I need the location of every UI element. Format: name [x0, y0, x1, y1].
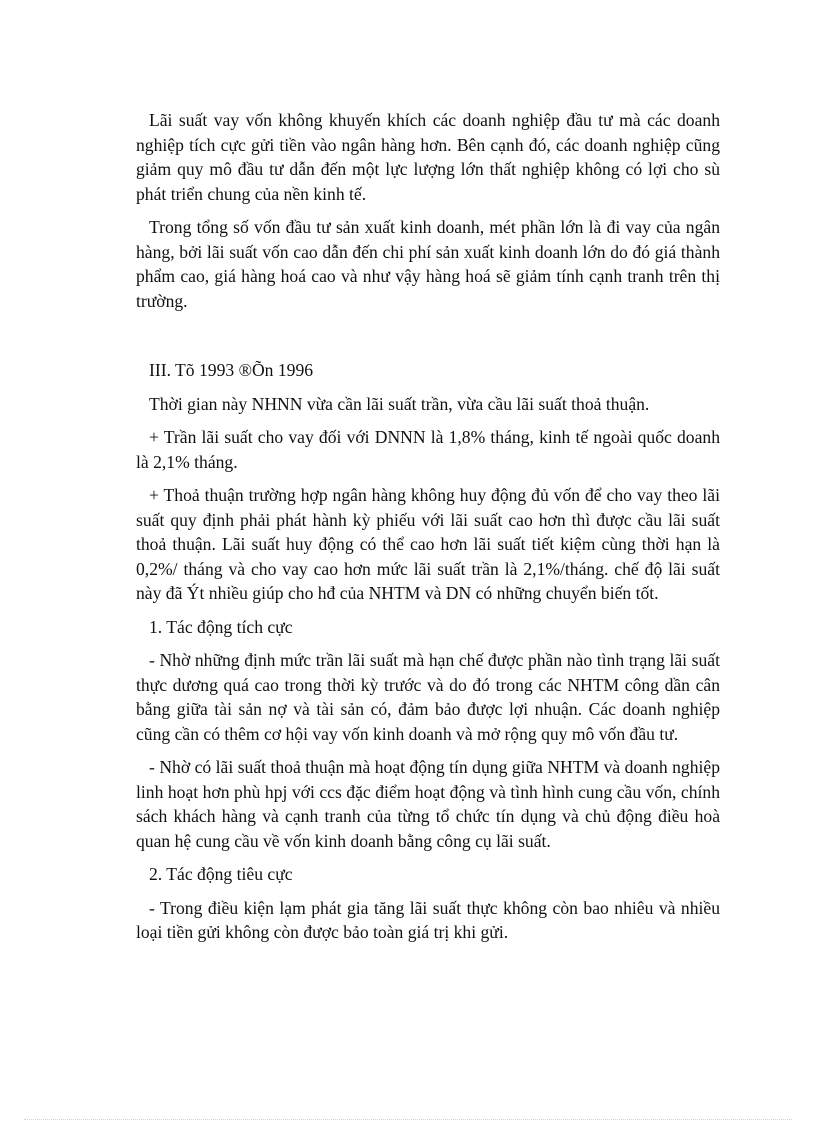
document-body	[136, 108, 720, 945]
paragraph-positive-ceiling: - Nhờ những định mức trần lãi suất mà hạn chế được phần nào tình trạng lãi suất thực dương quá cao trong thời kỳ trước và do đó trong các NHTM công dần cân bằng giữa tài sản nợ và tài sản có, đảm bảo được lợi nhuận. Các doanh nghiệp cũng cần có thêm cơ hội vay vốn kinh doanh và mở rộng quy mô vốn đầu tư.	[136, 650, 720, 744]
paragraph-negative-inflation: - Trong điều kiện lạm phát gia tăng lãi suất thực không còn bao nhiêu và nhiều loại tiền gửi không còn được bảo toàn giá trị khi gửi.	[136, 897, 720, 942]
page-bottom-divider	[24, 1119, 792, 1120]
paragraph-interest-discourages-investment: Lãi suất vay vốn không khuyến khích các doanh nghiệp đầu tư mà các doanh nghiệp tích cực gửi tiền vào ngân hàng hơn. Bên cạnh đó, các doanh nghiệp cũng giảm quy mô đầu tư dẫn đến một lực lượng lớn thất nghiệp không có lợi cho sù phát triển chung của nền kinh tế.	[136, 110, 720, 204]
paragraph-capital-borrowing: Trong tổng số vốn đầu tư sản xuất kinh doanh, mét phần lớn là đi vay của ngân hàng, bởi lãi suất vốn cao dẫn đến chi phí sản xuất kinh doanh lớn do đó giá thành phẩm cao, giá hàng hoá cao và như vậy hàng hoá sẽ giảm tính cạnh tranh trên thị trường.	[136, 217, 720, 311]
paragraph-nhnn-period: Thời gian này NHNN vừa cần lãi suất trần, vừa cầu lãi suất thoả thuận.	[149, 393, 650, 414]
section-heading-1993-1996: III. Tõ 1993 ®Õn 1996	[149, 360, 314, 380]
subheading-negative-impact: 2. Tác động tiêu cực	[149, 864, 293, 884]
subheading-positive-impact: 1. Tác động tích cực	[149, 616, 293, 637]
paragraph-negotiated-rate: + Thoả thuận trường hợp ngân hàng không huy động đủ vốn để cho vay theo lãi suất quy định phải phát hành kỳ phiếu với lãi suất cao hơn thì được cầu lãi suất thoả thuận. Lãi suất huy động có thể cao hơn lãi suất tiết kiệm cùng thời hạn là 0,2%/ tháng và cho vay cao hơn mức lãi suất trần là 2,1%/tháng. chế độ lãi suất này đã Ýt nhiều giúp cho hđ của NHTM và DN có những chuyển biến tốt.	[136, 485, 720, 603]
paragraph-lending-ceiling: + Trần lãi suất cho vay đối với DNNN là 1,8% tháng, kinh tế ngoài quốc doanh là 2,1% tháng.	[136, 427, 720, 472]
paragraph-positive-negotiated: - Nhờ có lãi suất thoả thuận mà hoạt động tín dụng giữa NHTM và doanh nghiệp linh hoạt hơn phù hpj với ccs đặc điểm hoạt động và tình hình cung cầu vốn, chính sách khách hàng và cạnh tranh của từng tổ chức tín dụng và chủ động điều hoà quan hệ cung cầu về vốn kinh doanh bằng công cụ lãi suất.	[136, 757, 720, 851]
